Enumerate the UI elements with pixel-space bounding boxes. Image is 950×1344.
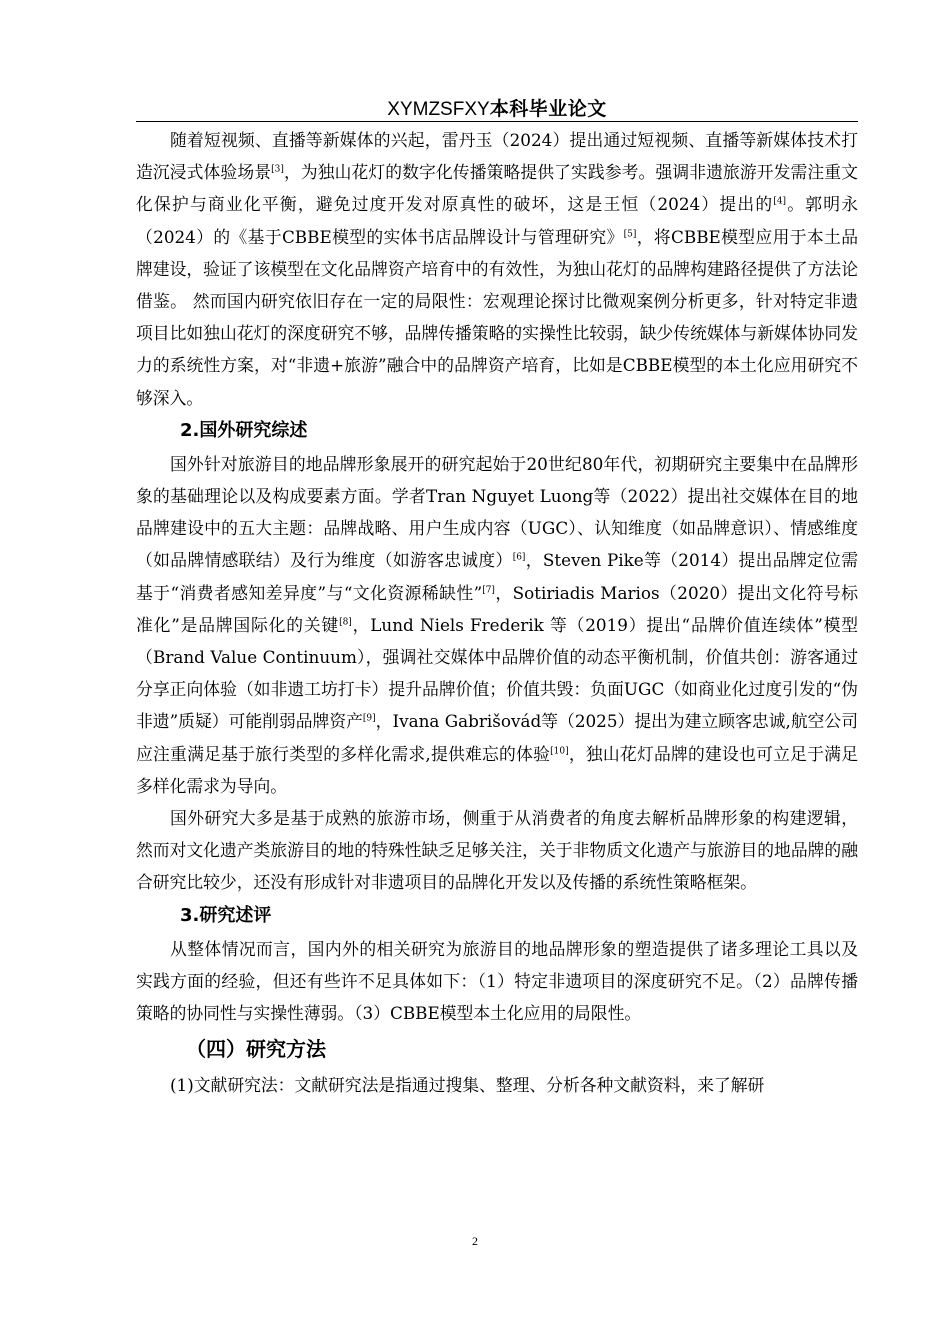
- paragraph-domestic-review: [136, 124, 858, 414]
- paragraph-literature-method: (1)文献研究法：文献研究法是指通过搜集、整理、分析各种文献资料，来了解研: [170, 1075, 765, 1096]
- citation-ref: [6]: [512, 552, 526, 563]
- citation-ref: [10]: [550, 746, 569, 757]
- header-school-code: XYMZSFXY: [387, 99, 490, 120]
- text-run: ，为独山花灯的数字化传播策略提供了实践参考。强调非遗旅游开发需注重文化保护与商业化平衡，避免过度开发对原真性的破坏，这是王恒（2024）提出的: [136, 162, 858, 215]
- section-heading-research-methods: （四）研究方法: [186, 1037, 326, 1062]
- citation-ref: [5]: [623, 229, 637, 240]
- section-heading-research-review: 3.研究述评: [180, 904, 272, 926]
- text-run: ，Steven Pike等（2014）提出品牌定位需基于“消费者感知差异度”与“文化资源稀缺性”: [136, 550, 858, 603]
- page-header: [136, 97, 858, 122]
- text-run: 。郭明永（2024）的《基于CBBE模型的实体书店品牌设计与管理研究》: [136, 194, 858, 247]
- text-run: ，将CBBE模型应用于本土品牌建设，验证了该模型在文化品牌资产培育中的有效性，为独山花灯的品牌构建路径提供了方法论借鉴。 然而国内研究依旧存在一定的局限性：宏观理论探讨比微观案例分析更多，针对特定非遗项目比如独山花灯的深度研究不够，品牌传播策略的实操性比较弱，缺少传统媒体与新媒体协同发力的系统性方案，对“非遗+旅游”融合中的品牌资产培育，比如是CBBE模型的本土化应用研究不够深入。: [136, 226, 858, 408]
- paragraph-foreign-summary: 国外研究大多是基于成熟的旅游市场，侧重于从消费者的角度去解析品牌形象的构建逻辑，然而对文化遗产类旅游目的地的特殊性缺乏足够关注，关于非物质文化遗产与旅游目的地品牌的融合研究比较少，还没有形成针对非遗项目的品牌化开发以及传播的系统性策略框架。: [136, 808, 858, 893]
- header-thesis-title: 本科毕业论文: [489, 98, 607, 120]
- citation-ref: [3]: [271, 164, 284, 175]
- text-run: ，Ivana Gabrišovád等（2025）提出为建立顾客忠诚,航空公司应注重满足基于旅行类型的多样化需求,提供难忘的体验: [136, 711, 858, 764]
- header-rule: [136, 121, 858, 122]
- page-content: [136, 124, 858, 1101]
- text-run: 国外针对旅游目的地品牌形象展开的研究起始于20世纪80年代，初期研究主要集中在品牌形象的基础理论以及构成要素方面。学者Tran Nguyet Luong等（2022）提出社交媒体在目的地品牌建设中的五大主题：品牌战略、用户生成内容（UGC）、认知维度（如品牌意识）、情感维度（如品牌情感联结）及行为维度（如游客忠诚度）: [136, 453, 858, 571]
- text-run: ，Sotiriadis Marios（2020）提出文化符号标准化”是品牌国际化的关键: [136, 582, 858, 635]
- citation-ref: [8]: [339, 617, 352, 628]
- citation-ref: [4]: [773, 196, 787, 207]
- text-run: 随着短视频、直播等新媒体的兴起，雷丹玉（2024）提出通过短视频、直播等新媒体技术打造沉浸式体验场景: [136, 130, 858, 183]
- page-number: 2: [472, 1234, 478, 1248]
- paragraph-foreign-review: [136, 448, 858, 802]
- section-heading-foreign-review: 2.国外研究综述: [180, 419, 308, 441]
- text-run: ，Lund Niels Frederik 等（2019）提出“品牌价值连续体”模型（Brand Value Continuum），强调社交媒体中品牌价值的动态平衡机制，价值共创：游客通过分享正向体验（如非遗工坊打卡）提升品牌价值；价值共毁：负面UGC（如商业化过度引发的“伪非遗”质疑）可能削弱品牌资产: [136, 614, 858, 732]
- citation-ref: [9]: [362, 713, 376, 724]
- citation-ref: [7]: [482, 585, 495, 596]
- text-run: ，独山花灯品牌的建设也可立足于满足多样化需求为导向。: [136, 743, 858, 796]
- paragraph-research-review: 从整体情况而言，国内外的相关研究为旅游目的地品牌形象的塑造提供了诸多理论工具以及实践方面的经验，但还有些许不足具体如下：（1）特定非遗项目的深度研究不足。（2）品牌传播策略的协同性与实操性薄弱。（3）CBBE模型本土化应用的局限性。: [136, 938, 858, 1024]
